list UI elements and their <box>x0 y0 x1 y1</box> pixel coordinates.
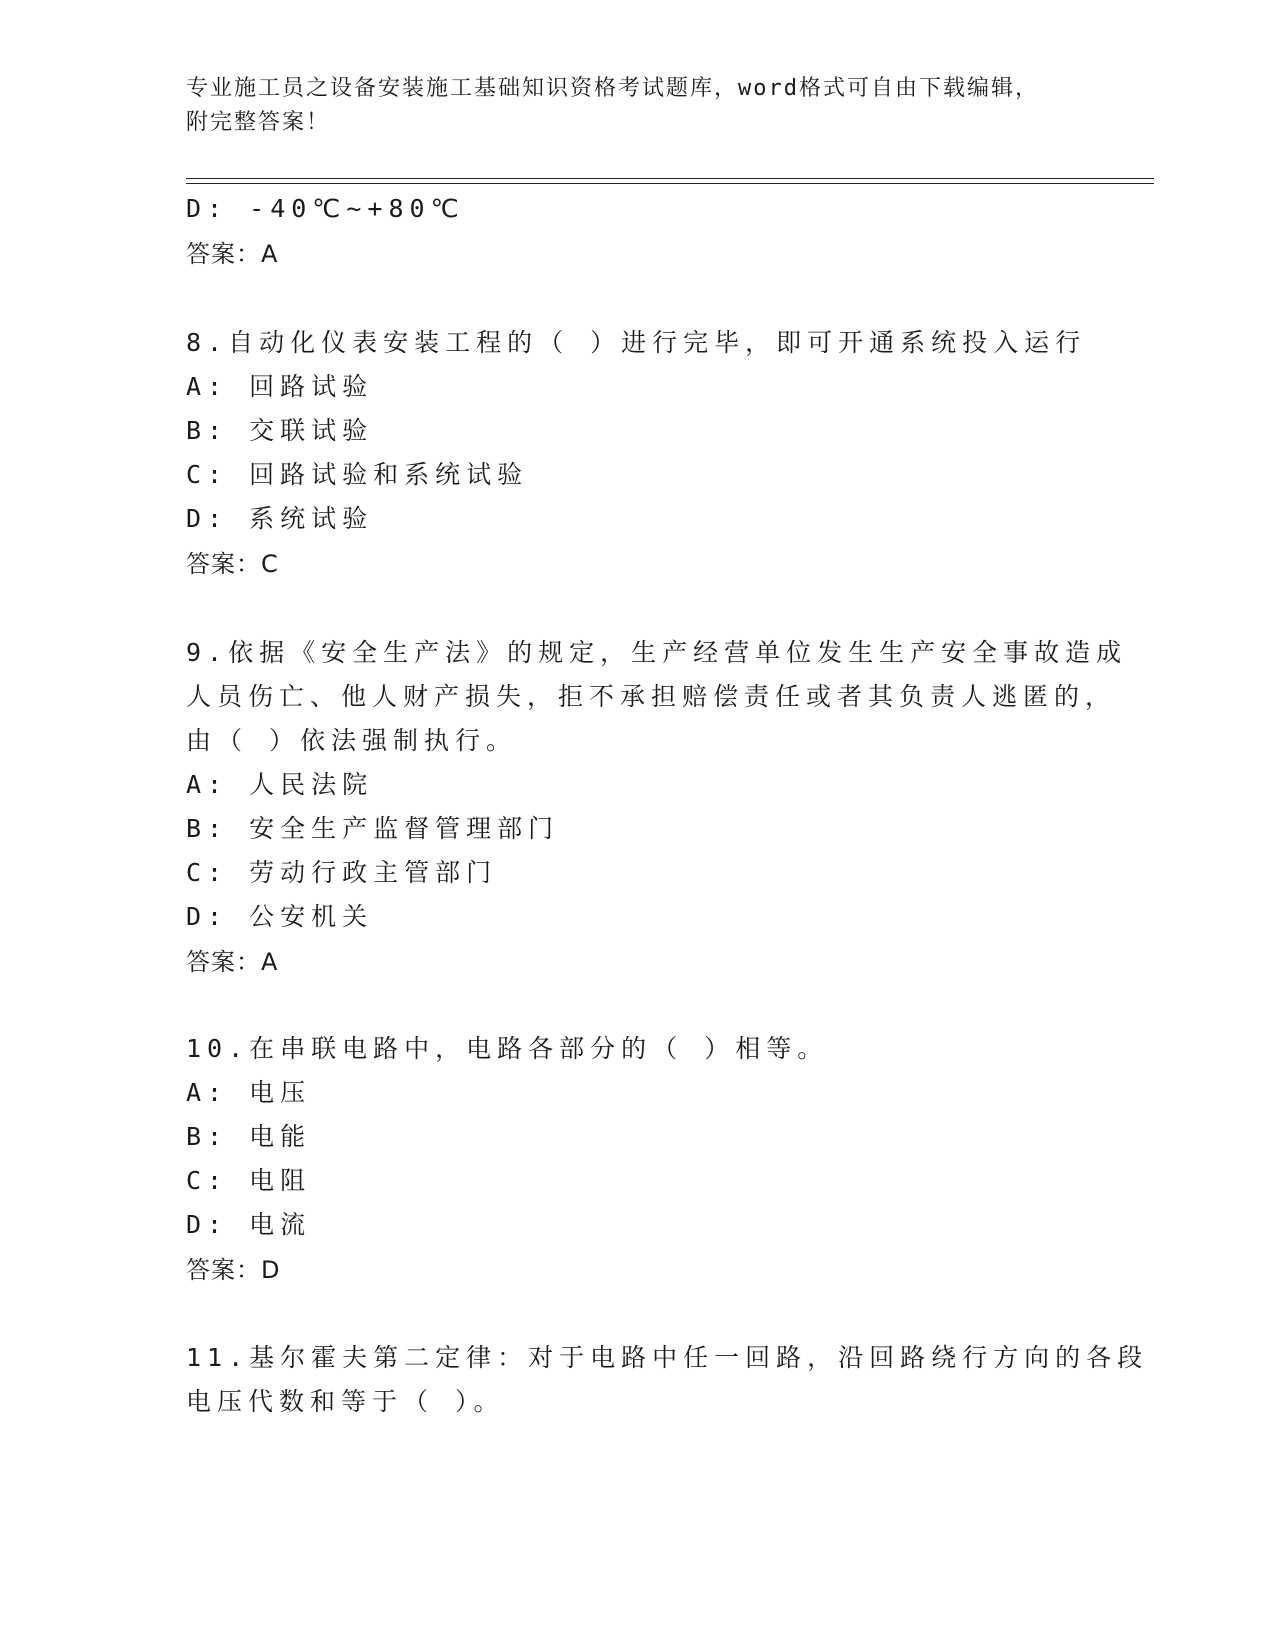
header-divider-top <box>186 178 1154 179</box>
prev-answer: 答案：A <box>186 240 279 268</box>
document-header <box>186 72 1066 140</box>
header-divider-bottom <box>186 183 1154 184</box>
question-10-answer: 答案：D <box>186 1256 281 1284</box>
question-8-option-b: B: 交联试验 <box>186 416 374 445</box>
question-9-stem-line-3: 由（ ）依法强制执行。 <box>186 726 518 755</box>
question-9-option-b: B: 安全生产监督管理部门 <box>186 814 560 843</box>
question-10-stem: 10.在串联电路中，电路各部分的（ ）相等。 <box>186 1034 829 1063</box>
prev-option-d: D: -40℃~+80℃ <box>186 194 465 223</box>
header-line-2: 附完整答案！ <box>186 110 331 135</box>
question-8-option-a: A: 回路试验 <box>186 372 374 401</box>
question-10-option-c: C: 电阻 <box>186 1166 312 1195</box>
question-9-stem-line-1: 9.依据《安全生产法》的规定，生产经营单位发生生产安全事故造成 <box>186 638 1128 667</box>
question-9-option-c: C: 劳动行政主管部门 <box>186 858 498 887</box>
question-9-answer: 答案：A <box>186 948 279 976</box>
header-line-1: 专业施工员之设备安装施工基础知识资格考试题库，word格式可自由下载编辑， <box>186 76 1039 101</box>
question-10-option-b: B: 电能 <box>186 1122 312 1151</box>
question-9-option-a: A: 人民法院 <box>186 770 374 799</box>
question-10-option-a: A: 电压 <box>186 1078 312 1107</box>
question-11-stem-line-2: 电压代数和等于（ ）。 <box>186 1387 505 1416</box>
question-8-stem: 8.自动化仪表安装工程的（ ）进行完毕，即可开通系统投入运行 <box>186 328 1087 357</box>
question-9-option-d: D: 公安机关 <box>186 902 374 931</box>
question-8-answer: 答案：C <box>186 550 279 578</box>
question-11-stem-line-1: 11.基尔霍夫第二定律：对于电路中任一回路，沿回路绕行方向的各段 <box>186 1343 1149 1372</box>
question-9-stem-line-2: 人员伤亡、他人财产损失，拒不承担赔偿责任或者其负责人逃匿的， <box>186 682 1117 711</box>
question-8-option-c: C: 回路试验和系统试验 <box>186 460 529 489</box>
question-10-option-d: D: 电流 <box>186 1210 312 1239</box>
question-8-option-d: D: 系统试验 <box>186 504 374 533</box>
